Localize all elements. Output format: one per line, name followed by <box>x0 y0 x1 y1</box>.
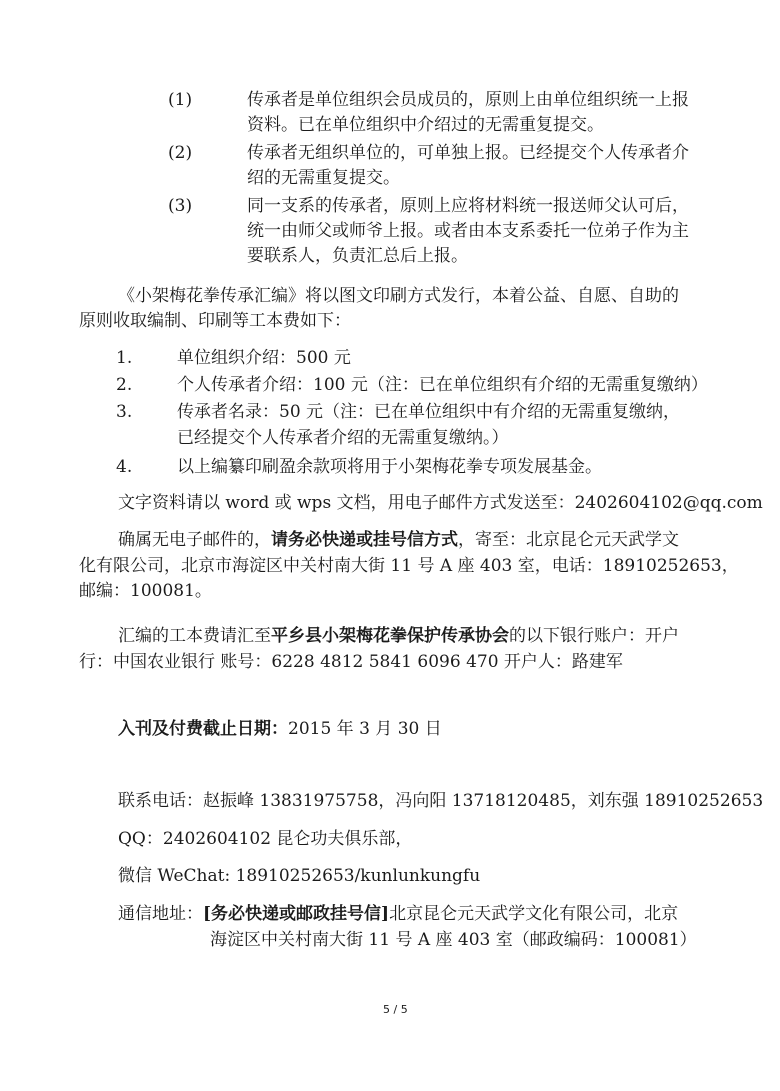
condition-text: 统一由师父或师爷上报。或者由本支系委托一位弟子作为主 <box>247 221 689 241</box>
contact-qq: QQ：2402604102 昆仑功夫俱乐部， <box>118 829 413 849</box>
condition-number: (1) <box>168 90 193 110</box>
address-emphasis: [务必快递或邮政挂号信] <box>203 904 390 924</box>
address-text: 北京昆仑元天武学文化有限公司，北京 <box>389 904 679 924</box>
address-text: 海淀区中关村南大街 11 号 A 座 403 室（邮政编码：100081） <box>210 930 697 950</box>
mail-text: ，寄至：北京昆仑元天武学文 <box>458 530 679 550</box>
mail-paragraph: 化有限公司，北京市海淀区中关村南大街 11 号 A 座 403 室，电话：18910252653， <box>79 556 739 576</box>
condition-text: 资料。已在单位组织中介绍过的无需重复提交。 <box>247 115 604 135</box>
condition-text: 绍的无需重复提交。 <box>247 168 400 188</box>
payment-emphasis: 平乡县小架梅花拳保护传承协会 <box>271 626 509 646</box>
condition-number: (2) <box>168 143 193 163</box>
contact-wechat: 微信 WeChat: 18910252653/kunlunkungfu <box>118 866 481 886</box>
condition-text: 要联系人，负责汇总后上报。 <box>247 246 468 266</box>
condition-text: 传承者无组织单位的，可单独上报。已经提交个人传承者介 <box>247 143 689 163</box>
payment-paragraph <box>118 624 679 648</box>
fee-number: 1. <box>116 348 133 368</box>
mail-paragraph: 邮编：100081。 <box>79 581 212 601</box>
deadline-label: 入刊及付费截止日期： <box>118 719 288 739</box>
deadline <box>118 717 442 741</box>
submission-paragraph: 文字资料请以 word 或 wps 文档，用电子邮件方式发送至：2402604102@qq.com <box>118 493 763 513</box>
fee-number: 4. <box>116 457 133 477</box>
fee-text: 以上编纂印刷盈余款项将用于小架梅花拳专项发展基金。 <box>177 457 602 477</box>
mail-paragraph <box>118 528 679 552</box>
mail-text: 确属无电子邮件的， <box>118 530 271 550</box>
fee-text: 传承者名录：50 元（注：已在单位组织中有介绍的无需重复缴纳， <box>177 402 681 422</box>
payment-text: 的以下银行账户：开户 <box>509 626 679 646</box>
intro-paragraph: 《小架梅花拳传承汇编》将以图文印刷方式发行，本着公益、自愿、自助的 <box>118 286 679 306</box>
contact-phone: 联系电话：赵振峰 13831975758，冯向阳 13718120485，刘东强 18910252653 <box>118 791 764 811</box>
condition-number: (3) <box>168 196 193 216</box>
fee-number: 3. <box>116 402 133 422</box>
payment-text: 汇编的工本费请汇至 <box>118 626 271 646</box>
deadline-value: 2015 年 3 月 30 日 <box>288 719 442 739</box>
fee-text: 个人传承者介绍：100 元（注：已在单位组织有介绍的无需重复缴纳） <box>177 375 708 395</box>
condition-text: 传承者是单位组织会员成员的，原则上由单位组织统一上报 <box>247 90 689 110</box>
fee-text: 单位组织介绍：500 元 <box>177 348 351 368</box>
contact-address <box>118 902 678 926</box>
address-label: 通信地址： <box>118 904 203 924</box>
payment-paragraph: 行：中国农业银行 账号：6228 4812 5841 6096 470 开户人：路建军 <box>79 652 623 672</box>
fee-number: 2. <box>116 375 133 395</box>
mail-emphasis: 请务必快递或挂号信方式 <box>271 530 458 550</box>
page-number: 5 / 5 <box>383 1003 408 1016</box>
intro-paragraph: 原则收取编制、印刷等工本费如下： <box>79 311 351 331</box>
fee-text: 已经提交个人传承者介绍的无需重复缴纳。） <box>177 428 509 448</box>
condition-text: 同一支系的传承者，原则上应将材料统一报送师父认可后， <box>247 196 689 216</box>
